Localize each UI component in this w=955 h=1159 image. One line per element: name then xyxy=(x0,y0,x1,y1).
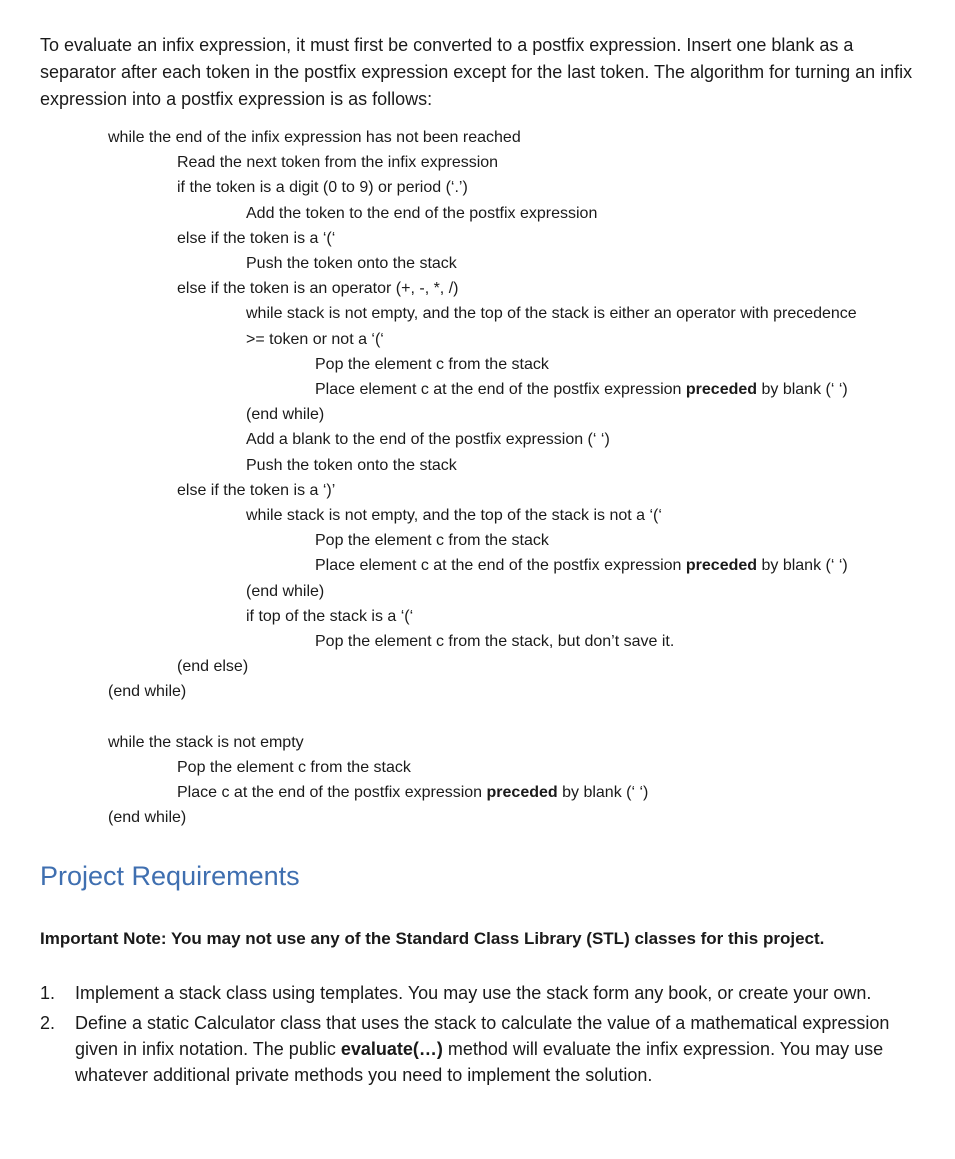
algorithm-line: Push the token onto the stack xyxy=(246,255,457,272)
algorithm-line: (end else) xyxy=(177,658,249,676)
algorithm-line: else if the token is an operator (+, -, *, /) xyxy=(177,280,459,298)
algorithm-line: Pop the element c from the stack, but don’t save it. xyxy=(315,633,675,650)
algorithm-line: while the end of the infix expression has not been reached xyxy=(108,129,521,146)
algorithm-emphasis: preceded xyxy=(685,557,758,575)
algorithm-line: Add a blank to the end of the postfix expression (‘ ‘) xyxy=(246,431,610,449)
algorithm-line xyxy=(315,380,848,400)
algorithm-emphasis: preceded xyxy=(486,784,558,802)
algorithm-line-text: by blank (‘ ‘) xyxy=(757,557,848,575)
algorithm-line: while the stack is not empty xyxy=(108,733,304,751)
algorithm-line: (end while) xyxy=(246,582,325,600)
requirement-item xyxy=(40,1010,930,1088)
algorithm-line: Pop the element c from the stack xyxy=(315,355,549,373)
algorithm-line: (end while) xyxy=(108,809,187,827)
algorithm-line: (end while) xyxy=(246,406,325,424)
algorithm-line xyxy=(177,783,648,803)
algorithm-line: if top of the stack is a ‘(‘ xyxy=(246,607,414,625)
requirement-number: 1. xyxy=(40,983,56,1003)
algorithm-line: if the token is a digit (0 to 9) or period (‘.’) xyxy=(177,179,468,197)
algorithm-line: Pop the element c from the stack xyxy=(177,759,411,776)
algorithm-line-text: by blank (‘ ‘) xyxy=(557,784,649,802)
section-heading: Project Requirements xyxy=(40,861,300,891)
algorithm-line: Add the token to the end of the postfix expression xyxy=(246,204,598,222)
requirement-text-post: method will evaluate the infix expression. You may use whatever additional private methods you need to implement the solution. xyxy=(75,1039,884,1085)
intro-paragraph: To evaluate an infix expression, it must first be converted to a postfix expression. Insert one blank as a separator after each token in the postfix expression except for the last token. The algorithm for turning an infix expression into a postfix expression is as follows: xyxy=(40,35,913,109)
requirement-text: Implement a stack class using templates. You may use the stack form any book, or create your own. xyxy=(75,983,872,1003)
algorithm-emphasis: preceded xyxy=(685,381,758,398)
algorithm-line xyxy=(315,556,848,576)
algorithm-line-text: Place c at the end of the postfix expression xyxy=(177,784,487,802)
algorithm-line-text: Place element c at the end of the postfix expression xyxy=(315,557,686,575)
algorithm-line: Pop the element c from the stack xyxy=(315,532,549,550)
algorithm-line: else if the token is a ‘(‘ xyxy=(177,229,336,247)
requirement-number: 2. xyxy=(40,1013,56,1033)
algorithm-line: while stack is not empty, and the top of the stack is either an operator with precedence xyxy=(246,305,857,323)
algorithm-line: Read the next token from the infix expression xyxy=(177,154,499,172)
algorithm-line: else if the token is a ‘)’ xyxy=(177,481,336,499)
algorithm-line: >= token or not a ‘(‘ xyxy=(246,330,384,348)
requirement-method-name: evaluate(…) xyxy=(340,1039,443,1059)
requirements-list xyxy=(40,980,930,1092)
requirement-item xyxy=(40,980,930,1006)
algorithm-line-text: Place element c at the end of the postfix expression xyxy=(315,381,686,398)
important-note: Important Note: You may not use any of the Standard Class Library (STL) classes for this project. xyxy=(40,929,825,948)
algorithm-line: while stack is not empty, and the top of the stack is not a ‘(‘ xyxy=(246,507,662,524)
algorithm-line-text: by blank (‘ ‘) xyxy=(757,381,848,398)
algorithm-line: (end while) xyxy=(108,683,187,701)
algorithm-line: Push the token onto the stack xyxy=(246,456,457,474)
requirement-text-pre: Define a static Calculator class that uses the stack to calculate the value of a mathematical expression given in infix notation. The public xyxy=(75,1013,890,1059)
